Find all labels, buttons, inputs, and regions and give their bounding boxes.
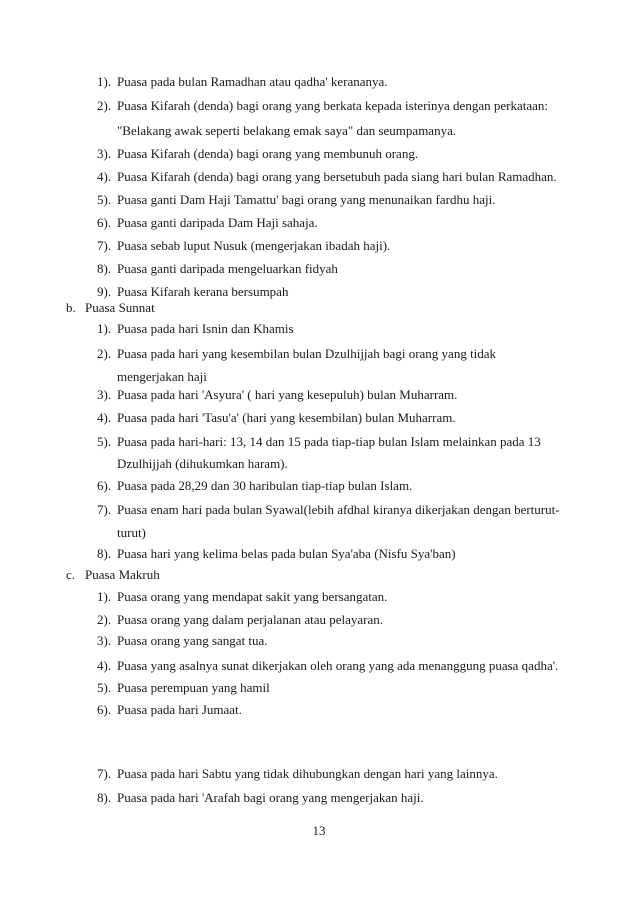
section-c-item-number: 3). — [97, 633, 112, 648]
section-b-item-text: Puasa pada hari 'Asyura' ( hari yang kesepuluh) bulan Muharram. — [117, 387, 458, 402]
section-a-item-text: Puasa Kifarah (denda) bagi orang yang berkata kepada isterinya dengan perkataan: — [117, 98, 548, 113]
section-b-item-number: 7). — [97, 502, 112, 517]
section-a-item-continuation: "Belakang awak seperti belakang emak saya" dan seumpamanya. — [117, 123, 457, 138]
section-c-item-text: Puasa perempuan yang hamil — [117, 680, 270, 695]
section-b-item-number: 6). — [97, 478, 112, 493]
section-c-item-number: 2). — [97, 612, 112, 627]
section-a-item-number: 1). — [97, 74, 112, 89]
section-a-item-text: Puasa ganti daripada mengeluarkan fidyah — [117, 261, 338, 276]
section-b-item-number: 1). — [97, 321, 112, 336]
section-c-item-number: 6). — [97, 702, 112, 717]
section-c-item-number: 4). — [97, 658, 112, 673]
section-c-item-text: Puasa yang asalnya sunat dikerjakan oleh orang yang ada menanggung puasa qadha'. — [117, 658, 559, 673]
section-c-item-text: Puasa orang yang dalam perjalanan atau pelayaran. — [117, 612, 384, 627]
section-a-item-number: 2). — [97, 98, 112, 113]
section-a-item-number: 5). — [97, 192, 112, 207]
section-a-item-text: Puasa Kifarah kerana bersumpah — [117, 284, 289, 299]
section-c-item-number: 5). — [97, 680, 112, 695]
section-b-title: Puasa Sunnat — [85, 300, 155, 315]
section-b-item-continuation: Dzulhijjah (dihukumkan haram). — [117, 456, 288, 471]
section-b-item-number: 5). — [97, 434, 112, 449]
section-a-item-text: Puasa Kifarah (denda) bagi orang yang membunuh orang. — [117, 146, 419, 161]
section-c-item-text: Puasa orang yang sangat tua. — [117, 633, 268, 648]
section-a-item-number: 6). — [97, 215, 112, 230]
section-c-item-number: 8). — [97, 790, 112, 805]
section-a-item-number: 7). — [97, 238, 112, 253]
section-b-item-number: 8). — [97, 546, 112, 561]
section-c-item-text: Puasa pada hari Sabtu yang tidak dihubungkan dengan hari yang lainnya. — [117, 766, 498, 781]
section-a-item-text: Puasa ganti daripada Dam Haji sahaja. — [117, 215, 318, 230]
section-b-item-number: 3). — [97, 387, 112, 402]
section-c-item-number: 1). — [97, 589, 112, 604]
section-a-item-number: 9). — [97, 284, 112, 299]
section-a-item-text: Puasa pada bulan Ramadhan atau qadha' kerananya. — [117, 74, 388, 89]
section-c-item-text: Puasa pada hari Jumaat. — [117, 702, 242, 717]
section-b-item-text: Puasa pada hari 'Tasu'a' (hari yang kesembilan) bulan Muharram. — [117, 410, 456, 425]
section-b-item-text: Puasa pada hari yang kesembilan bulan Dzulhijjah bagi orang yang tidak — [117, 346, 497, 361]
section-b-letter: b. — [66, 300, 76, 315]
section-b-item-number: 4). — [97, 410, 112, 425]
section-b-item-text: Puasa pada hari-hari: 13, 14 dan 15 pada tiap-tiap bulan Islam melainkan pada 13 — [117, 434, 541, 449]
section-a-item-number: 3). — [97, 146, 112, 161]
section-a-item-number: 4). — [97, 169, 112, 184]
section-b-item-text: Puasa pada 28,29 dan 30 haribulan tiap-tiap bulan Islam. — [117, 478, 413, 493]
section-b-item-text: Puasa enam hari pada bulan Syawal(lebih afdhal kiranya dikerjakan dengan berturut- — [117, 502, 560, 517]
section-b-item-number: 2). — [97, 346, 112, 361]
section-a-item-text: Puasa Kifarah (denda) bagi orang yang bersetubuh pada siang hari bulan Ramadhan. — [117, 169, 557, 184]
section-c-letter: c. — [66, 567, 76, 582]
section-c-item-number: 7). — [97, 766, 112, 781]
section-b-item-continuation: turut) — [117, 525, 146, 540]
section-a-item-text: Puasa sebab luput Nusuk (mengerjakan ibadah haji). — [117, 238, 391, 253]
section-c-item-text: Puasa orang yang mendapat sakit yang bersangatan. — [117, 589, 388, 604]
section-a-item-number: 8). — [97, 261, 112, 276]
section-a-item-text: Puasa ganti Dam Haji Tamattu' bagi orang yang menunaikan fardhu haji. — [117, 192, 496, 207]
section-b-item-text: Puasa hari yang kelima belas pada bulan Sya'aba (Nisfu Sya'ban) — [117, 546, 456, 561]
page-number: 13 — [312, 823, 326, 838]
section-b-item-text: Puasa pada hari Isnin dan Khamis — [117, 321, 294, 336]
section-b-item-continuation: mengerjakan haji — [117, 369, 207, 384]
section-c-item-text: Puasa pada hari 'Arafah bagi orang yang mengerjakan haji. — [117, 790, 424, 805]
section-c-title: Puasa Makruh — [85, 567, 160, 582]
